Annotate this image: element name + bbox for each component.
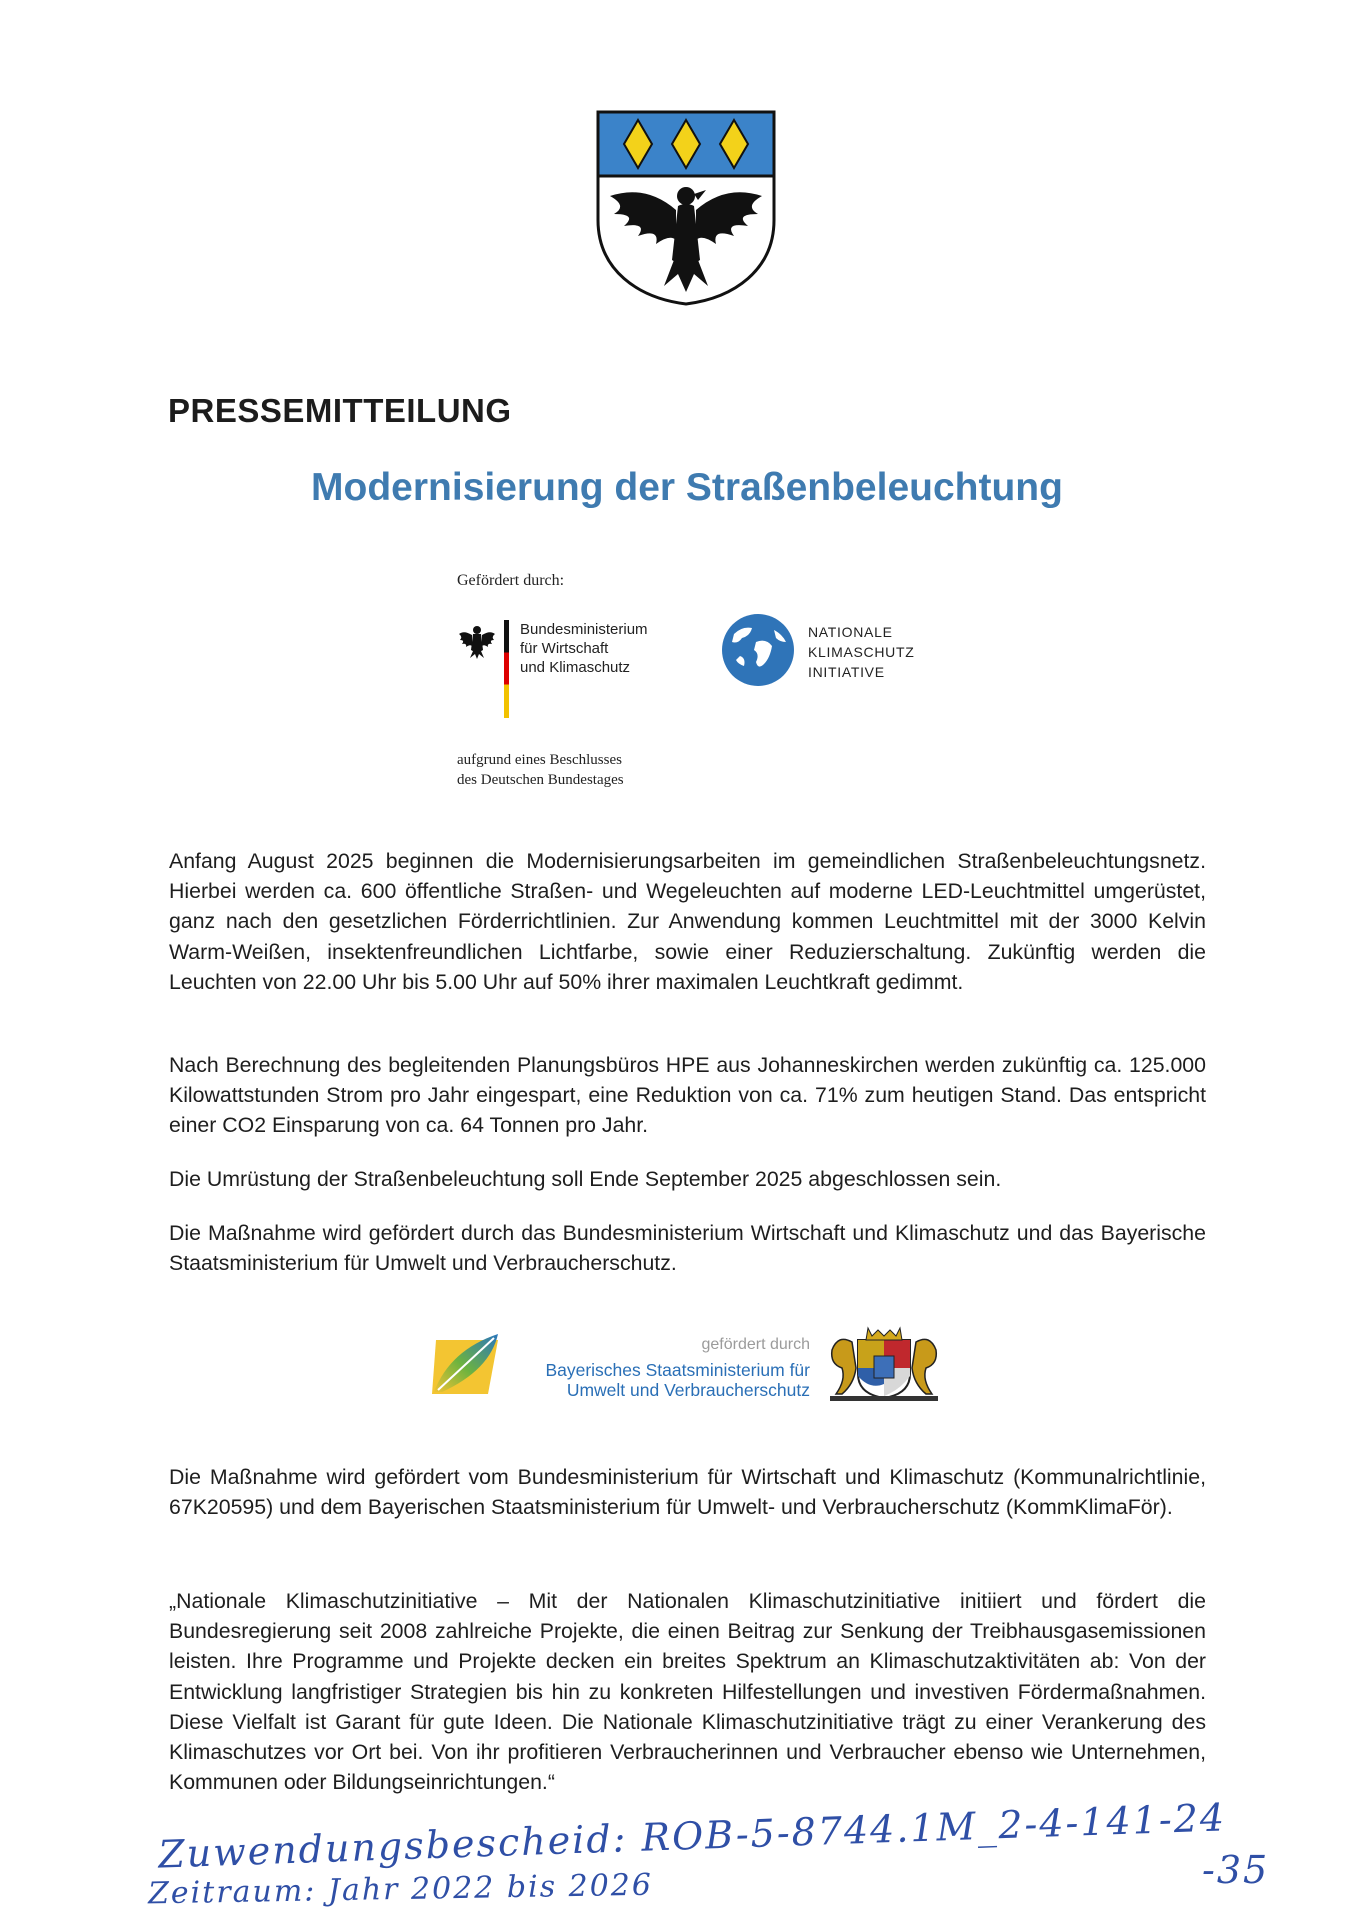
bmwk-name-line: Bundesministerium: [520, 621, 648, 638]
globe-icon: [720, 612, 796, 688]
nki-name-line: NATIONALE: [808, 624, 893, 640]
bavarian-ministry-name: [430, 1360, 810, 1400]
bmwk-name-line: und Klimaschutz: [520, 659, 631, 676]
handwritten-line: Zuwendungsbescheid: ROB-5-8744.1M_2-4-141-24: [157, 1795, 1227, 1877]
body-paragraph: „Nationale Klimaschutzinitiative – Mit der Nationalen Klimaschutzinitiative initiiert und fördert die Bundesregierung seit 2008 zahlreiche Projekte, die einen Beitrag zur Senkung der Treibhausgasemissionen leisten. Ihre Programme und Projekte decken ein breites Spektrum an Klimaschutzaktivitäten ab: Von der Entwicklung langfristiger Strategien bis hin zu konkreten Hilfestellungen und investiven Fördermaßnahmen. Diese Vielfalt ist Garant für gute Ideen. Die Nationale Klimaschutzinitiative trägt zu einer Verankerung des Klimaschutzes vor Ort bei. Von ihr profitieren Verbraucherinnen und Verbraucher ebenso wie Unternehmen, Kommunen oder Bildungseinrichtungen.“: [169, 1589, 1206, 1795]
bmwk-name: [520, 620, 680, 677]
page-title: Modernisierung der Straßenbeleuchtung: [311, 466, 1063, 509]
bavarian-ministry-logo: [430, 1322, 940, 1410]
bmwk-logo: [458, 620, 668, 720]
bundestag-note-line: des Deutschen Bundestages: [457, 772, 624, 788]
federal-eagle-icon: [458, 622, 496, 660]
nki-name: [808, 622, 958, 682]
body-paragraph: Anfang August 2025 beginnen die Modernisierungsarbeiten im gemeindlichen Straßenbeleuchtungsnetz. Hierbei werden ca. 600 öffentliche Straßen- und Wegeleuchten auf moderne LED-Leuchtmittel umgerüstet, ganz nach den gesetzlichen Förderrichtlinien. Zur Anwendung kommen Leuchtmittel mit der 3000 Kelvin Warm-Weißen, insektenfreundlichen Lichtfarbe, sowie einer Reduzierschaltung. Zukünftig werden die Leuchten von 22.00 Uhr bis 5.00 Uhr auf 50% ihrer maximalen Leuchtkraft gedimmt.: [169, 849, 1206, 994]
bmwk-name-line: für Wirtschaft: [520, 640, 609, 657]
bavarian-coat-of-arms-icon: [828, 1324, 940, 1402]
nki-name-line: INITIATIVE: [808, 664, 885, 680]
bavarian-ministry-name-line: Umwelt und Verbraucherschutz: [566, 1380, 810, 1400]
body-paragraph: Nach Berechnung des begleitenden Planungsbüros HPE aus Johanneskirchen werden zukünftig ca. 125.000 Kilowattstunden Strom pro Jahr eingespart, eine Reduktion von ca. 71% zum heutigen Stand. Das entspricht einer CO2 Einsparung von ca. 64 Tonnen pro Jahr.: [169, 1053, 1206, 1138]
bundestag-note-line: aufgrund eines Beschlusses: [457, 752, 622, 768]
bavarian-ministry-name-line: Bayerisches Staatsministerium für: [545, 1360, 810, 1380]
bundestag-note: [457, 750, 757, 790]
handwritten-line: -35: [1202, 1848, 1270, 1892]
bavarian-funded-by: gefördert durch: [701, 1336, 810, 1353]
funded-by-label: Gefördert durch:: [457, 572, 565, 589]
nki-name-line: KLIMASCHUTZ: [808, 644, 915, 660]
handwritten-line: Zeitraum: Jahr 2022 bis 2026: [147, 1867, 654, 1912]
body-paragraph: Die Maßnahme wird gefördert durch das Bundesministerium Wirtschaft und Klimaschutz und das Bayerische Staatsministerium für Umwelt und Verbraucherschutz.: [169, 1221, 1206, 1276]
municipal-crest-icon: [594, 110, 778, 306]
body-paragraph: Die Maßnahme wird gefördert vom Bundesministerium für Wirtschaft und Klimaschutz (Kommunalrichtlinie, 67K20595) und dem Bayerischen Staatsministerium für Umwelt- und Verbraucherschutz (KommKlimaFör).: [169, 1465, 1206, 1520]
body-paragraph: Die Umrüstung der Straßenbeleuchtung soll Ende September 2025 abgeschlossen sein.: [169, 1167, 1002, 1191]
german-flag-bar: [504, 620, 509, 718]
handwritten-note: [140, 1795, 1270, 1918]
document-heading: PRESSEMITTEILUNG: [168, 392, 512, 429]
nki-logo: [720, 612, 960, 692]
